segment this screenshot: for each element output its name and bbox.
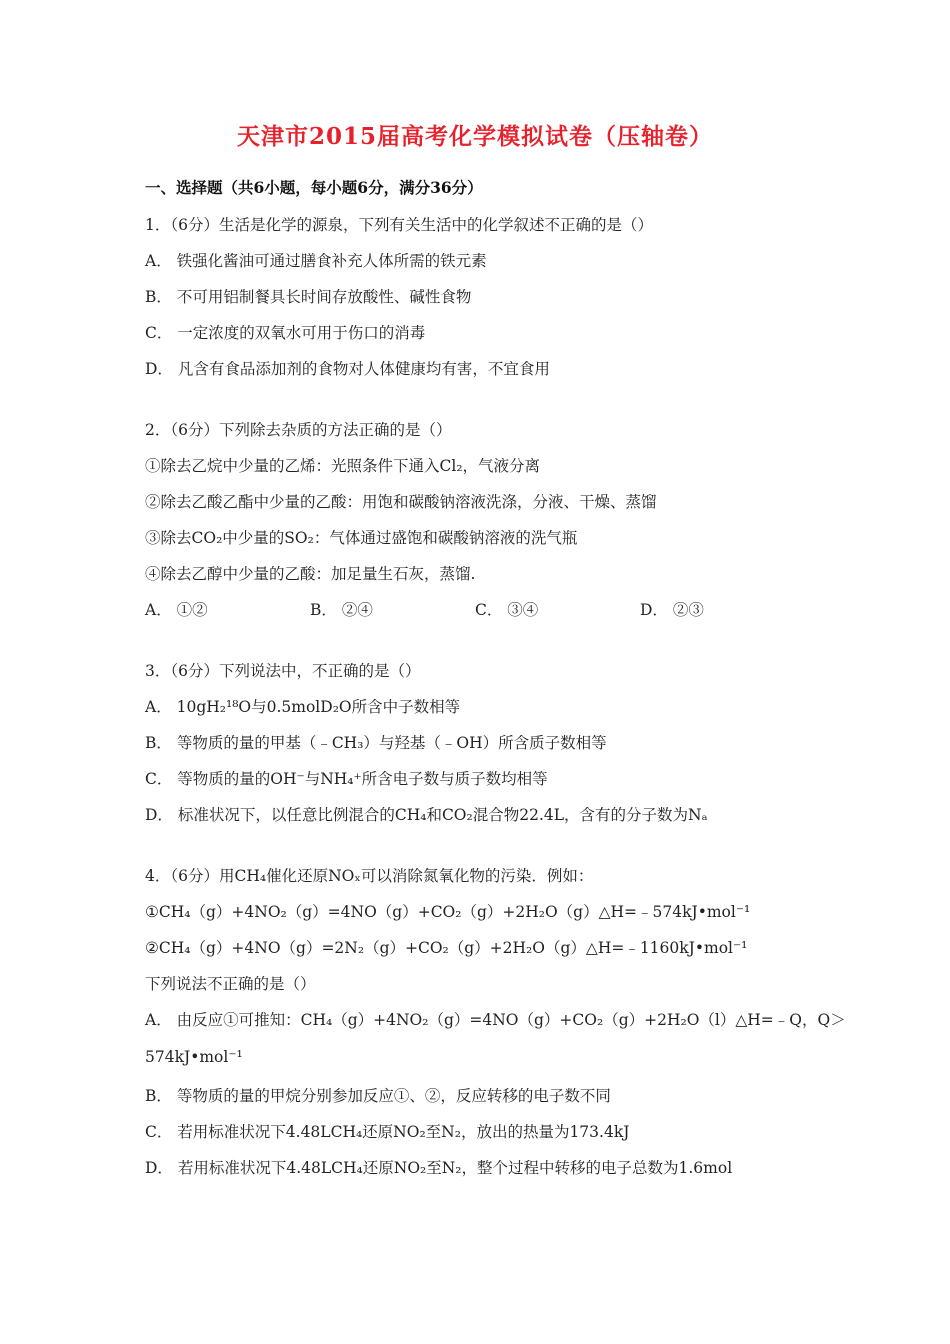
q4-option-b: B． 等物质的量的甲烷分别参加反应①、②，反应转移的电子数不同 [145, 1087, 611, 1105]
q2-option-c: C． ③④ [475, 601, 539, 619]
q1-option-d: D． 凡含有食品添加剂的食物对人体健康均有害，不宜食用 [145, 360, 550, 378]
q1-option-a: A． 铁强化酱油可通过膳食补充人体所需的铁元素 [145, 252, 487, 270]
q4-reaction-1: ①CH₄（g）+4NO₂（g）=4NO（g）+CO₂（g）+2H₂O（g）△H=﹣574kJ•mol⁻¹ [145, 903, 751, 921]
q3-option-a: A． 10gH₂¹⁸O与0.5molD₂O所含中子数相等 [145, 698, 461, 716]
q2-item-1: ①除去乙烷中少量的乙烯：光照条件下通入Cl₂，气液分离 [145, 457, 541, 475]
q1-option-b: B． 不可用铝制餐具长时间存放酸性、碱性食物 [145, 288, 472, 306]
q2-option-d: D． ②③ [640, 601, 704, 619]
q2-stem: 2．（6分）下列除去杂质的方法正确的是（） [145, 421, 452, 439]
q4-option-a-continued: 574kJ•mol⁻¹ [145, 1048, 243, 1066]
q3-option-d: D． 标准状况下，以任意比例混合的CH₄和CO₂混合物22.4L，含有的分子数为Nₐ [145, 806, 708, 824]
q3-option-b: B． 等物质的量的甲基（﹣CH₃）与羟基（﹣OH）所含质子数相等 [145, 734, 607, 752]
q2-option-a: A． ①② [145, 601, 208, 619]
q4-option-a: A． 由反应①可推知：CH₄（g）+4NO₂（g）=4NO（g）+CO₂（g）+2H₂O（l）△H=﹣Q，Q＞ [145, 1011, 846, 1029]
q3-option-c: C． 等物质的量的OH⁻与NH₄⁺所含电子数与质子数均相等 [145, 770, 548, 788]
q1-stem: 1．（6分）生活是化学的源泉，下列有关生活中的化学叙述不正确的是（） [145, 216, 653, 234]
q4-option-d: D． 若用标准状况下4.48LCH₄还原NO₂至N₂，整个过程中转移的电子总数为1.6mol [145, 1159, 733, 1177]
q4-option-c: C． 若用标准状况下4.48LCH₄还原NO₂至N₂，放出的热量为173.4kJ [145, 1123, 630, 1141]
q3-stem: 3．（6分）下列说法中，不正确的是（） [145, 662, 421, 680]
q1-option-c: C． 一定浓度的双氧水可用于伤口的消毒 [145, 324, 426, 342]
q4-stem: 4．（6分）用CH₄催化还原NOₓ可以消除氮氧化物的污染．例如： [145, 867, 594, 885]
q2-option-b: B． ②④ [310, 601, 373, 619]
q2-item-4: ④除去乙醇中少量的乙酸：加足量生石灰，蒸馏. [145, 565, 476, 583]
q4-reaction-2: ②CH₄（g）+4NO（g）=2N₂（g）+CO₂（g）+2H₂O（g）△H=﹣1160kJ•mol⁻¹ [145, 939, 748, 957]
section-heading: 一、选择题（共6小题，每小题6分，满分36分） [145, 178, 483, 197]
page-title: 天津市2015届高考化学模拟试卷（压轴卷） [236, 123, 713, 150]
q4-ask: 下列说法不正确的是（） [145, 975, 316, 993]
q2-item-2: ②除去乙酸乙酯中少量的乙酸：用饱和碳酸钠溶液洗涤，分液、干燥、蒸馏 [145, 493, 657, 511]
q2-item-3: ③除去CO₂中少量的SO₂：气体通过盛饱和碳酸钠溶液的洗气瓶 [145, 529, 578, 547]
